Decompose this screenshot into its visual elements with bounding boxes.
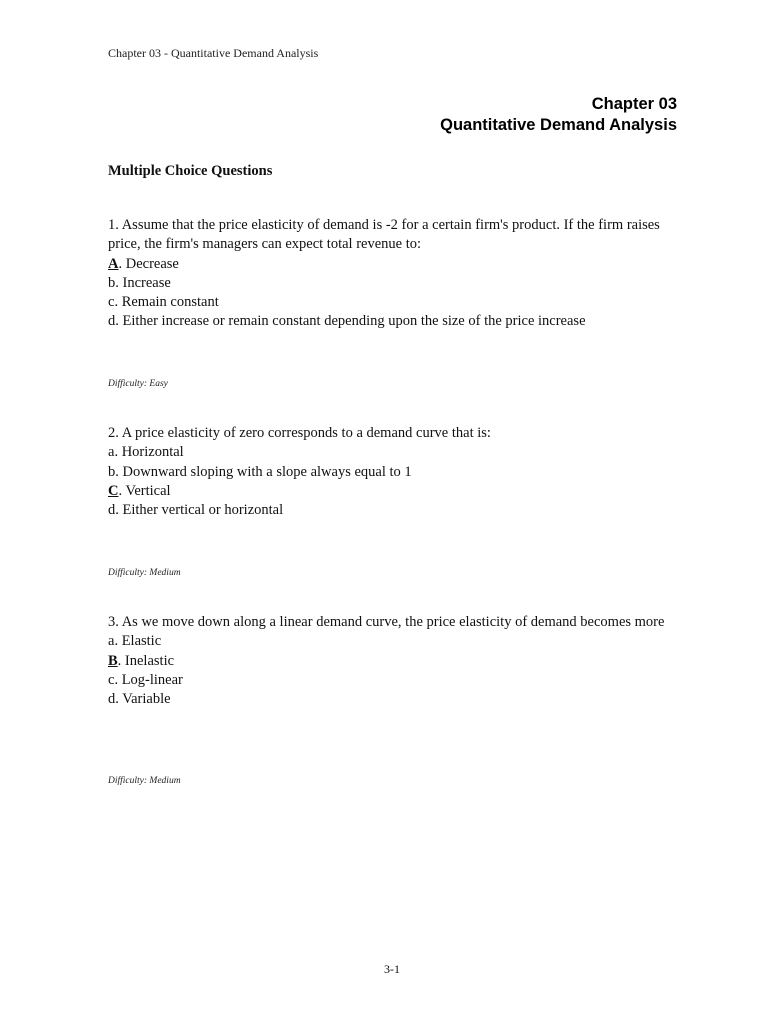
difficulty-label: Difficulty: Easy	[108, 379, 168, 389]
option-text: . Downward sloping with a slope always equal to 1	[115, 463, 412, 480]
answer-option	[108, 671, 668, 690]
answer-option	[108, 632, 668, 651]
question-2	[108, 424, 668, 520]
answer-options	[108, 255, 668, 332]
option-letter: d	[108, 313, 116, 330]
answer-option	[108, 443, 668, 462]
chapter-name: Quantitative Demand Analysis	[440, 116, 677, 134]
option-text: . Inelastic	[117, 652, 175, 669]
difficulty-label: Difficulty: Medium	[108, 776, 181, 786]
question-stem: 2. A price elasticity of zero corresponds to a demand curve that is:	[108, 425, 491, 441]
page-number: 3-1	[384, 962, 400, 976]
option-letter-correct: A	[108, 255, 119, 272]
answer-option	[108, 652, 668, 671]
option-letter: a	[108, 633, 115, 650]
option-letter: c	[108, 294, 115, 311]
option-text: . Remain constant	[114, 294, 219, 311]
answer-option	[108, 482, 668, 501]
answer-options	[108, 632, 668, 709]
answer-option	[108, 312, 668, 331]
option-text: . Horizontal	[114, 444, 184, 461]
running-header: Chapter 03 - Quantitative Demand Analysis	[108, 46, 319, 60]
chapter-number: Chapter 03	[591, 95, 677, 113]
option-letter-correct: B	[108, 652, 118, 669]
option-letter: d	[108, 502, 116, 519]
option-letter-correct: C	[108, 482, 119, 499]
question-1	[108, 216, 668, 332]
question-stem: 3. As we move down along a linear demand curve, the price elasticity of demand becomes more	[108, 614, 665, 630]
section-heading: Multiple Choice Questions	[108, 163, 273, 179]
option-letter: b	[108, 463, 116, 480]
option-text: . Either vertical or horizontal	[115, 502, 284, 519]
answer-option	[108, 293, 668, 312]
chapter-title	[440, 94, 677, 136]
difficulty-label: Difficulty: Medium	[108, 568, 181, 578]
option-text: . Either increase or remain constant depending upon the size of the price increase	[115, 313, 586, 330]
answer-option	[108, 501, 668, 520]
option-letter: b	[108, 274, 116, 291]
question-stem: 1. Assume that the price elasticity of demand is -2 for a certain firm's product. If the firm raises price, the firm's managers can expect total revenue to:	[108, 217, 660, 253]
question-3	[108, 613, 668, 709]
option-text: . Decrease	[118, 255, 179, 272]
option-text: . Increase	[115, 274, 171, 291]
answer-option	[108, 463, 668, 482]
option-text: . Vertical	[118, 482, 171, 499]
option-text: . Elastic	[114, 633, 162, 650]
option-letter: c	[108, 671, 115, 688]
option-text: . Log-linear	[114, 671, 183, 688]
answer-options	[108, 443, 668, 520]
option-letter: a	[108, 444, 115, 461]
answer-option	[108, 274, 668, 293]
answer-option	[108, 690, 668, 709]
answer-option	[108, 255, 668, 274]
option-text: . Variable	[115, 691, 171, 708]
option-letter: d	[108, 691, 116, 708]
